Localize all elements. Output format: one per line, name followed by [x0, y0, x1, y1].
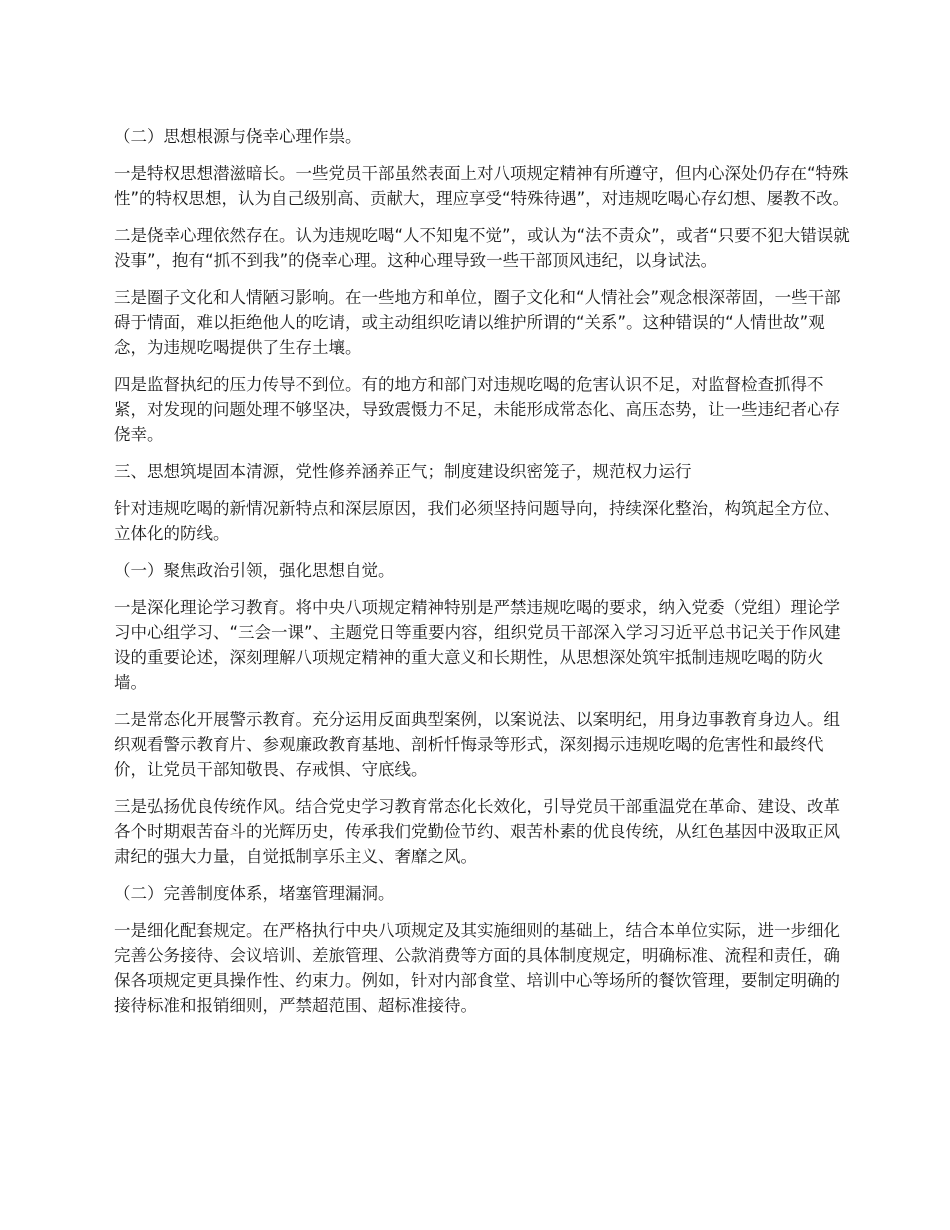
paragraph-supervision-pressure: 四是监督执纪的压力传导不到位。有的地方和部门对违规吃喝的危害认识不足，对监督检查抓得不紧，对发现的问题处理不够坚决，导致震慑力不足，未能形成常态化、高压态势，让一些违纪者心存侥幸。 [114, 375, 840, 444]
paragraph-warning-education: 二是常态化开展警示教育。充分运用反面典型案例，以案说法、以案明纪，用身边事教育身边人。组织观看警示教育片、参观廉政教育基地、剖析忏悔录等形式，深刻揭示违规吃喝的危害性和最终代价，让党员干部知敬畏、存戒惧、守底线。 [114, 710, 840, 779]
paragraph-theory-study: 一是深化理论学习教育。将中央八项规定精神特别是严禁违规吃喝的要求，纳入党委（党组）理论学习中心组学习、“三会一课”、主题党日等重要内容，组织党员干部深入学习习近平总书记关于作风建设的重要论述，深刻理解八项规定精神的重大意义和长期性，从思想深处筑牢抵制违规吃喝的防火墙。 [114, 598, 841, 692]
subsection-heading-institutional-system: （二）完善制度体系，堵塞管理漏洞。 [114, 884, 395, 903]
paragraph-lucky-mentality: 二是侥幸心理依然存在。认为违规吃喝“人不知鬼不觉”，或认为“法不责众”，或者“只要不犯大错误就没事”，抱有“抓不到我”的侥幸心理。这种心理导致一些干部顶风违纪，以身试法。 [114, 226, 850, 270]
paragraph-privilege-thinking: 一是特权思想潜滋暗长。一些党员干部虽然表面上对八项规定精神有所遵守，但内心深处仍存在“特殊性”的特权思想，认为自己级别高、贡献大，理应享受“特殊待遇”，对违规吃喝心存幻想、屡教不改。 [114, 164, 850, 208]
paragraph-fine-traditions: 三是弘扬优良传统作风。结合党史学习教育常态化长效化，引导党员干部重温党在革命、建设、改革各个时期艰苦奋斗的光辉历史，传承我们党勤俭节约、艰苦朴素的优良传统，从红色基因中汲取正风肃纪的强大力量，自觉抵制享乐主义、奢靡之风。 [114, 797, 840, 866]
subsection-heading-political-guidance: （一）聚焦政治引领，强化思想自觉。 [114, 561, 395, 580]
paragraph-intro-measures: 针对违规吃喝的新情况新特点和深层原因，我们必须坚持问题导向，持续深化整治，构筑起全方位、立体化的防线。 [114, 499, 840, 543]
document-body [114, 124, 854, 1030]
paragraph-refine-regulations: 一是细化配套规定。在严格执行中央八项规定及其实施细则的基础上，结合本单位实际，进一步细化完善公务接待、会议培训、差旅管理、公款消费等方面的具体制度规定，明确标准、流程和责任，确保各项规定更具操作性、约束力。例如，针对内部食堂、培训中心等场所的餐饮管理，要制定明确的接待标准和报销细则，严禁超范围、超标准接待。 [114, 921, 840, 1015]
section-heading-ideological-roots: （二）思想根源与侥幸心理作祟。 [114, 127, 362, 146]
section-heading-three: 三、思想筑堤固本清源，党性修养涵养正气；制度建设织密笼子，规范权力运行 [114, 462, 692, 481]
paragraph-circle-culture: 三是圈子文化和人情陋习影响。在一些地方和单位，圈子文化和“人情社会”观念根深蒂固，一些干部碍于情面，难以拒绝他人的吃请，或主动组织吃请以维护所谓的“关系”。这种错误的“人情世故”观念，为违规吃喝提供了生存土壤。 [114, 288, 841, 357]
